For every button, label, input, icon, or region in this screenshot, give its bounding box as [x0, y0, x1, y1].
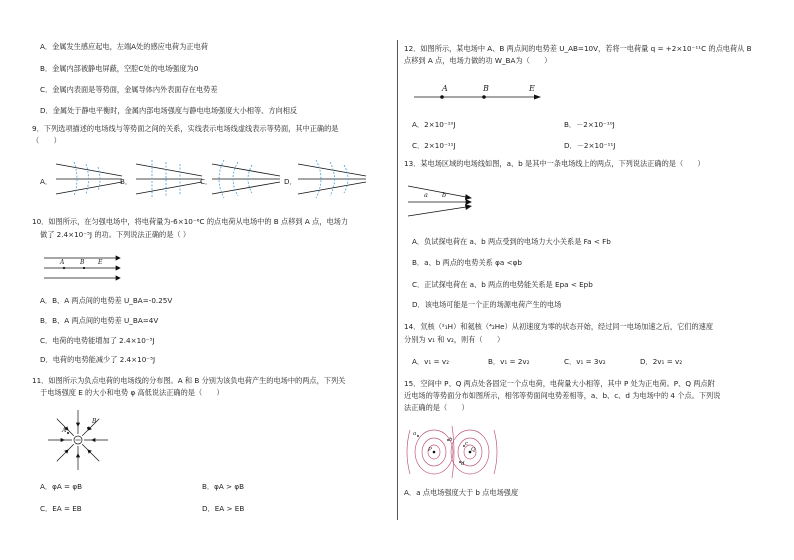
- q9-stem: 9．下列选项描述的电场线与等势面之间的关系，实线表示电场线虚线表示等势面，其中正确的是: [32, 124, 339, 133]
- q11-label-a: A: [62, 427, 67, 434]
- q11-option-c: C．EA = EB: [40, 504, 82, 513]
- q8-option-b: B．金属内部被静电屏蔽，空腔C处的电场强度为0: [40, 64, 199, 73]
- q9-figure-c: [210, 158, 282, 200]
- q12-figure: [414, 92, 544, 102]
- q10-stem-line2: 做了 2.4×10⁻⁵J 的功。下列说法正确的是（ ）: [40, 230, 191, 239]
- q12-option-a: A．2×10⁻¹⁰J: [412, 120, 456, 129]
- q13-option-b: B．a、b 两点的电势关系 φa <φb: [412, 258, 522, 267]
- q11-field-line: [82, 419, 99, 436]
- q9-figure-a: [54, 158, 124, 200]
- q9-label-b: B．: [120, 177, 133, 186]
- q12-label-b: B: [483, 84, 489, 93]
- q15-option-a: A．a 点电场强度大于 b 点电场强度: [404, 488, 519, 497]
- q11-field-line: [82, 444, 99, 461]
- q11-option-b: B．φA > φB: [202, 482, 245, 491]
- q8-option-c: C．金属内表面是等势面，金属导体内外表面存在电势差: [40, 85, 218, 94]
- q11-field-arrow: [76, 454, 79, 457]
- q11-option-d: D．EA > EB: [202, 504, 245, 513]
- q10-label-e: E: [98, 259, 103, 266]
- q12-label-e: E: [529, 84, 535, 93]
- q9-label-d: D．: [284, 177, 297, 186]
- q13-figure: [408, 182, 474, 218]
- q13-option-d: D．该电场可能是一个正的场源电荷产生的电场: [412, 300, 562, 309]
- q13-label-b: b: [442, 191, 447, 199]
- column-divider: [397, 40, 398, 520]
- q12-stem-line1: 12．如图所示，某电场中 A、B 两点间的电势差 U_AB=10V，若将一电荷量 q = +2×10⁻¹¹C 的点电荷从 B: [404, 44, 752, 53]
- q10-label-b: B: [80, 259, 85, 266]
- q10-option-c: C．电荷的电势能增加了 2.4×10⁻⁵J: [40, 336, 155, 345]
- q15-label-b: b: [449, 437, 453, 443]
- q11-stem-line1: 11．如图所示为负点电荷的电场线的分布图。A 和 B 分别为该负电荷产生的电场中的两点，下列关: [32, 376, 346, 385]
- q12-option-b: B．－2×10⁻¹⁰J: [564, 120, 615, 129]
- q9-paren: （ ）: [32, 136, 61, 145]
- q10-label-a: A: [60, 259, 65, 266]
- q12-label-a: A: [442, 84, 448, 93]
- q9-figure-b: [134, 158, 204, 200]
- q13-option-c: C．正试探电荷在 a、b 两点的电势能关系是 Epa < Epb: [412, 280, 593, 289]
- q13-option-a: A．负试探电荷在 a、b 两点受到的电场力大小关系是 Fa < Fb: [412, 237, 611, 246]
- q15-label-c: c: [465, 441, 469, 447]
- q11-label-b: B: [92, 418, 97, 425]
- q13-label-a: a: [424, 191, 428, 199]
- q15-label-a: a: [413, 431, 417, 437]
- q9-figure-d: [296, 158, 368, 200]
- q12-option-d: D．－2×10⁻¹¹J: [564, 141, 616, 150]
- q12-stem-line2: 点移到 A 点，电场力做的功 W_BA为（ ）: [404, 56, 552, 65]
- q10-stem-line1: 10．如图所示，在匀强电场中，将电荷量为-6×10⁻⁶C 的点电荷从电场中的 B 点移到 A 点，电场力: [32, 217, 349, 226]
- q8-option-a: A．金属发生感应起电，左端A处的感应电荷为正电荷: [40, 42, 208, 51]
- q14-option-a: A．v₁ = v₂: [412, 357, 449, 366]
- q10-figure: [44, 252, 124, 282]
- q14-stem-line1: 14．氘核（²₁H）和氦核（⁴₂He）从初速度为零的状态开始，经过同一电场加速之后，它们的速度: [404, 322, 714, 331]
- q15-stem-line3: 法正确的是（ ）: [404, 403, 469, 412]
- q8-option-d: D．金属处于静电平衡时，金属内部电场强度与静电电场强度大小相等、方向相反: [40, 106, 298, 115]
- q11-figure: [44, 408, 112, 472]
- q10-option-d: D．电荷的电势能减少了 2.4×10⁻⁵J: [40, 355, 156, 364]
- q10-option-a: A．B、A 两点间的电势差 U_BA=-0.25V: [40, 296, 173, 305]
- q14-stem-line2: 分别为 v₁ 和 v₂，则有（ ）: [404, 335, 505, 344]
- q14-option-d: D．2v₁ = v₂: [640, 357, 683, 366]
- q15-label-p: P: [428, 447, 432, 453]
- q15-figure: [408, 424, 504, 478]
- q11-option-a: A．φA = φB: [40, 482, 83, 491]
- q11-field-line: [57, 444, 74, 461]
- q11-field-arrow: [61, 438, 64, 441]
- q11-stem-line2: 于电场强度 E 的大小和电势 φ 高低说法正确的是（ ）: [40, 388, 224, 397]
- q13-stem: 13．某电场区域的电场线如图，a、b 是其中一条电场线上的两点，下列说法正确的是（ ）: [404, 159, 705, 168]
- q11-field-arrow: [92, 438, 95, 441]
- q9-label-a: A．: [40, 177, 53, 186]
- q9-label-c: C．: [200, 177, 213, 186]
- q15-stem-line2: 近电场的等势面分布如图所示，相邻等势面间电势差相等，a、b、c、d 为电场中的 4 个点。下列说: [404, 391, 721, 400]
- q14-option-c: C．v₁ = 3v₂: [564, 357, 606, 366]
- q10-option-b: B．B、A 两点间的电势差 U_BA=4V: [40, 316, 159, 325]
- q15-label-d: d: [461, 461, 465, 467]
- q15-label-q: Q: [471, 447, 476, 453]
- q11-field-arrow: [76, 423, 79, 426]
- q12-option-c: C．2×10⁻¹¹J: [412, 141, 456, 150]
- q14-option-b: B．v₁ = 2v₂: [488, 357, 530, 366]
- q15-stem-line1: 15．空间中 P、Q 两点处各固定一个点电荷，电荷量大小相等，其中 P 处为正电荷。P、Q 两点附: [404, 379, 715, 388]
